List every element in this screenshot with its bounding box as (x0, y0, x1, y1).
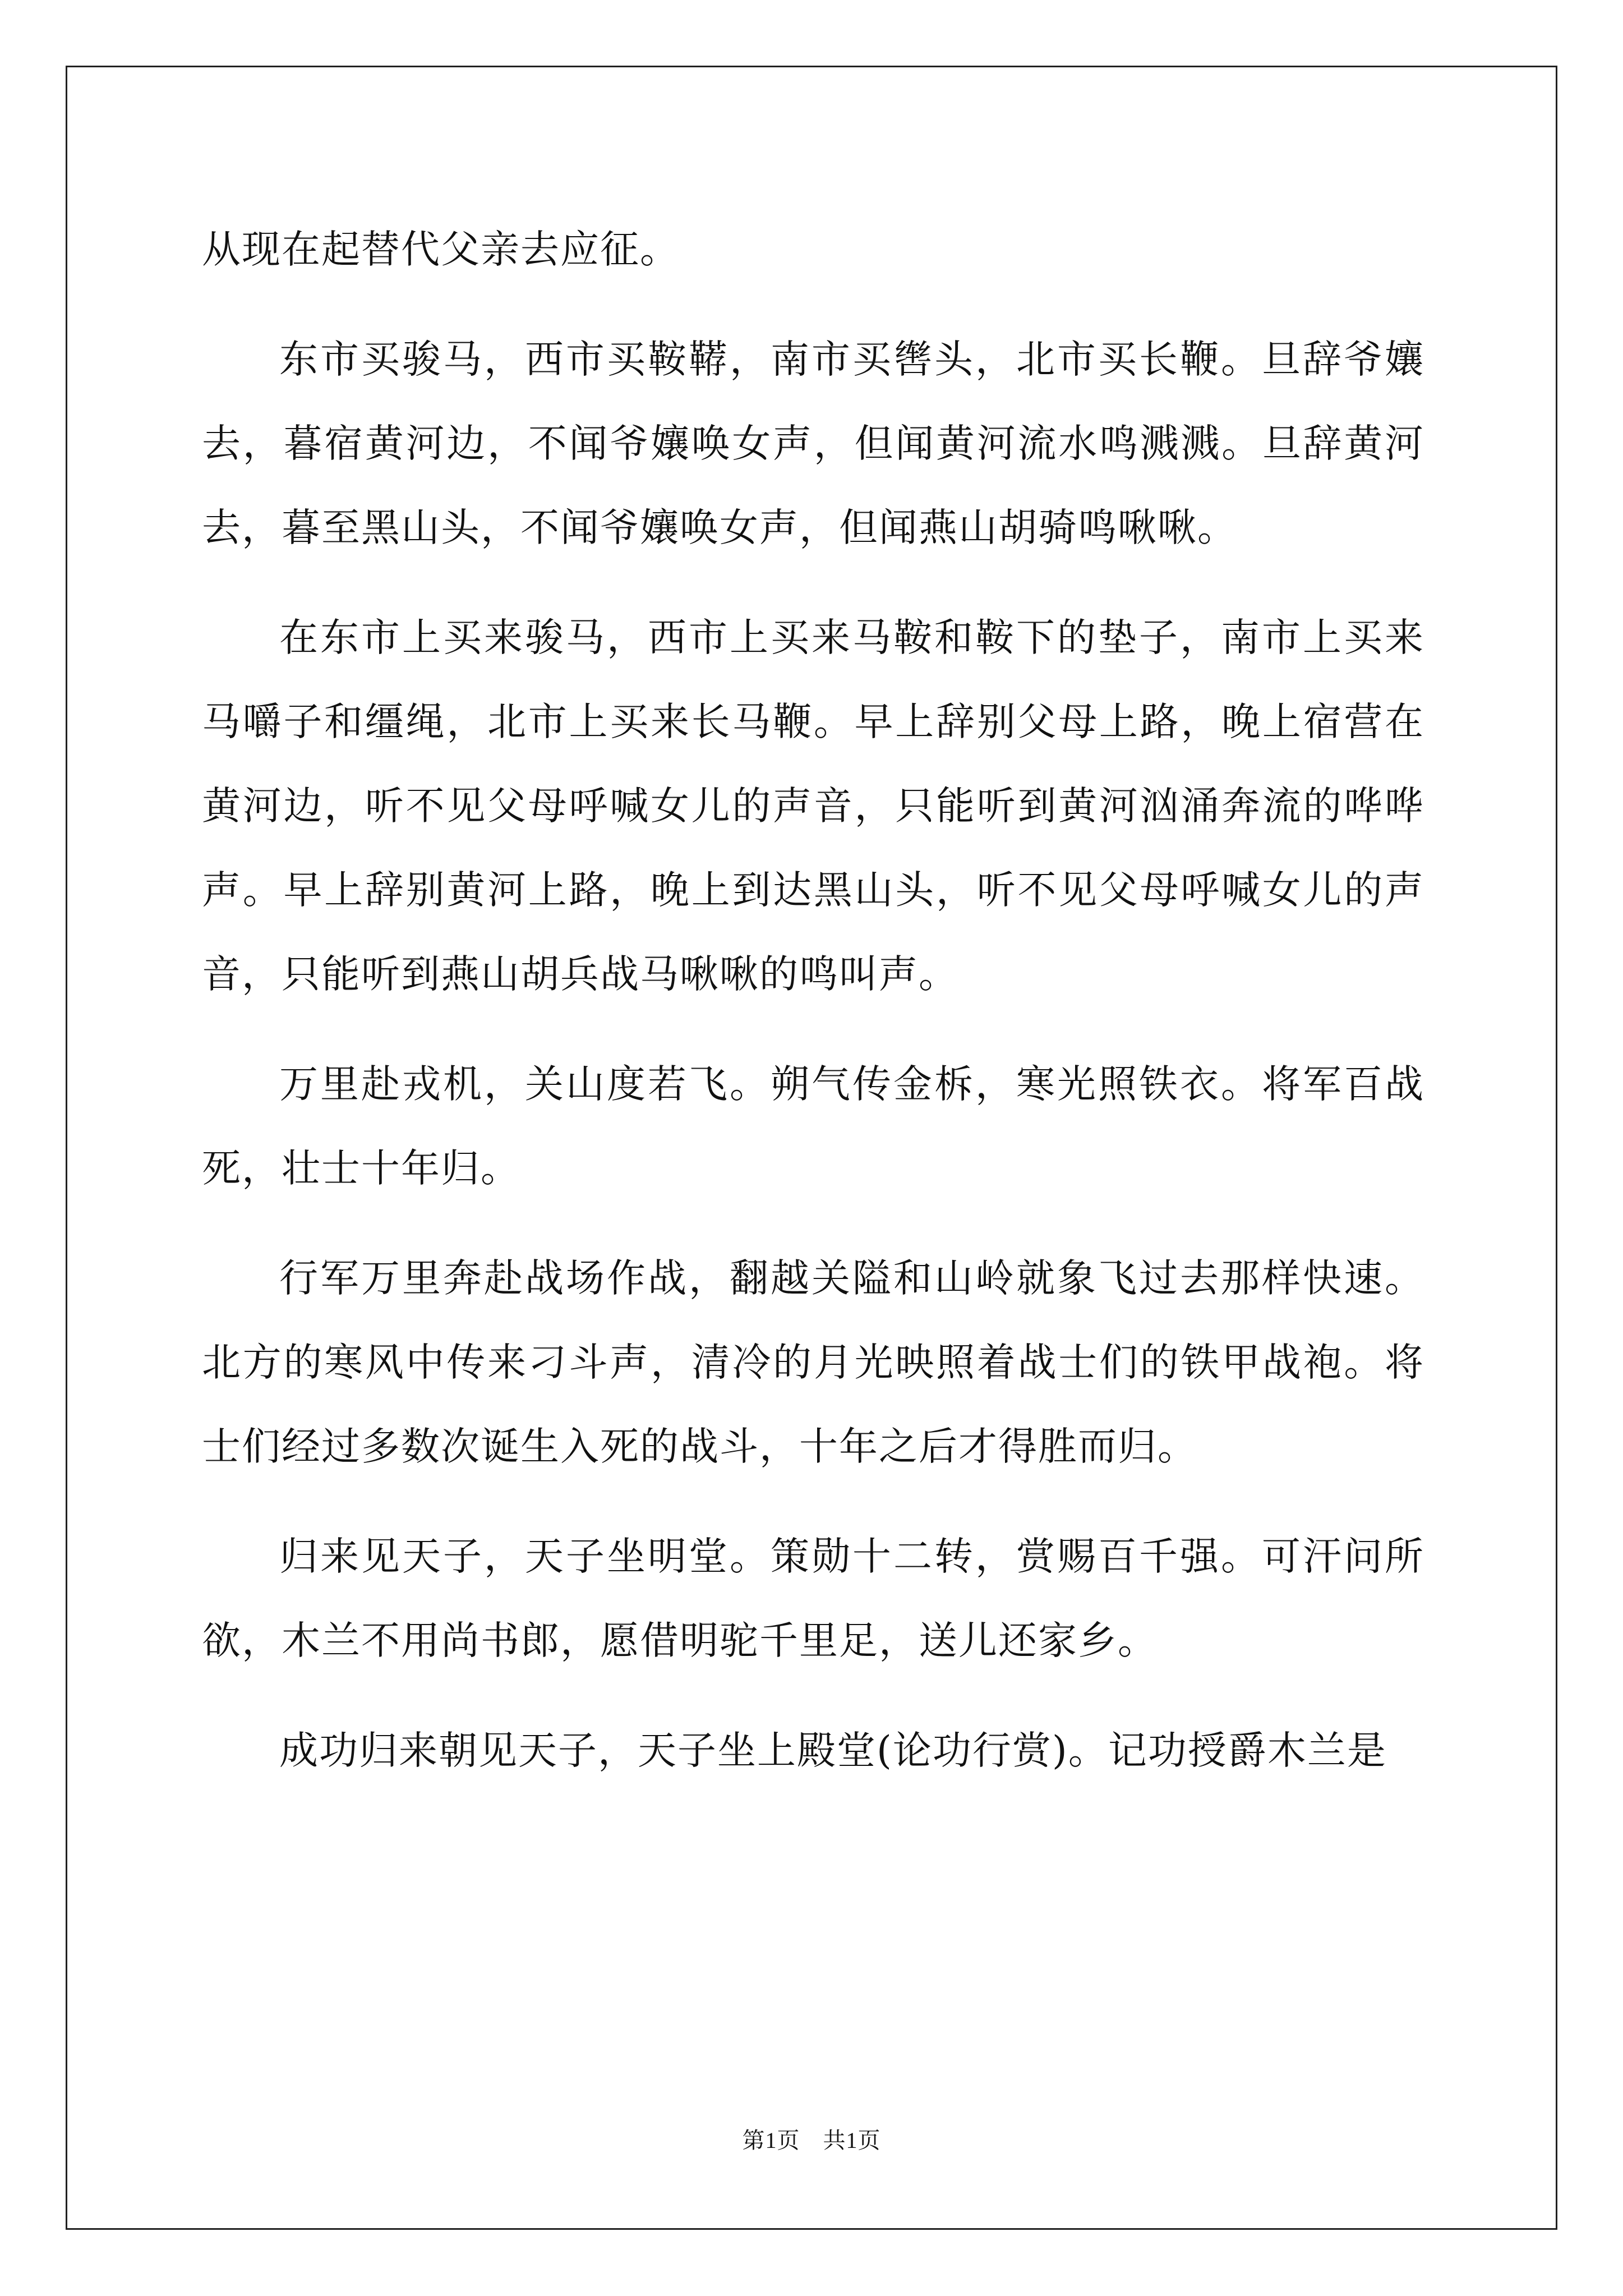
paragraph-6: 归来见天子，天子坐明堂。策勋十二转，赏赐百千强。可汗问所欲，木兰不用尚书郎，愿借明驼千里足，送儿还家乡。 (202, 1534, 1424, 1663)
paragraph-2: 东市买骏马，西市买鞍鞯，南市买辔头，北市买长鞭。旦辞爷孃去，暮宿黄河边，不闻爷孃唤女声，但闻黄河流水鸣溅溅。旦辞黄河去，暮至黑山头，不闻爷孃唤女声，但闻燕山胡骑鸣啾啾。 (202, 337, 1424, 550)
paragraph-3: 在东市上买来骏马，西市上买来马鞍和鞍下的垫子，南市上买来马嚼子和缰绳，北市上买来长马鞭。早上辞别父母上路，晚上宿营在黄河边，听不见父母呼喊女儿的声音，只能听到黄河汹涌奔流的哗哗声。早上辞别黄河上路，晚上到达黑山头，听不见父母呼喊女儿的声音，只能听到燕山胡兵战马啾啾的鸣叫声。 (202, 615, 1424, 997)
paragraph-5: 行军万里奔赴战场作战，翻越关隘和山岭就象飞过去那样快速。北方的寒风中传来刁斗声，清冷的月光映照着战士们的铁甲战袍。将士们经过多数次诞生入死的战斗，十年之后才得胜而归。 (202, 1256, 1424, 1469)
paragraph-1: 从现在起替代父亲去应征。 (202, 227, 680, 272)
page-number-footer: 第1页 共1页 (742, 2128, 881, 2153)
paragraph-4: 万里赴戎机，关山度若飞。朔气传金柝，寒光照铁衣。将军百战死，壮士十年归。 (202, 1062, 1424, 1191)
document-body (202, 208, 1424, 1793)
paragraph-7: 成功归来朝见天子，天子坐上殿堂(论功行赏)。记功授爵木兰是 (279, 1728, 1387, 1773)
